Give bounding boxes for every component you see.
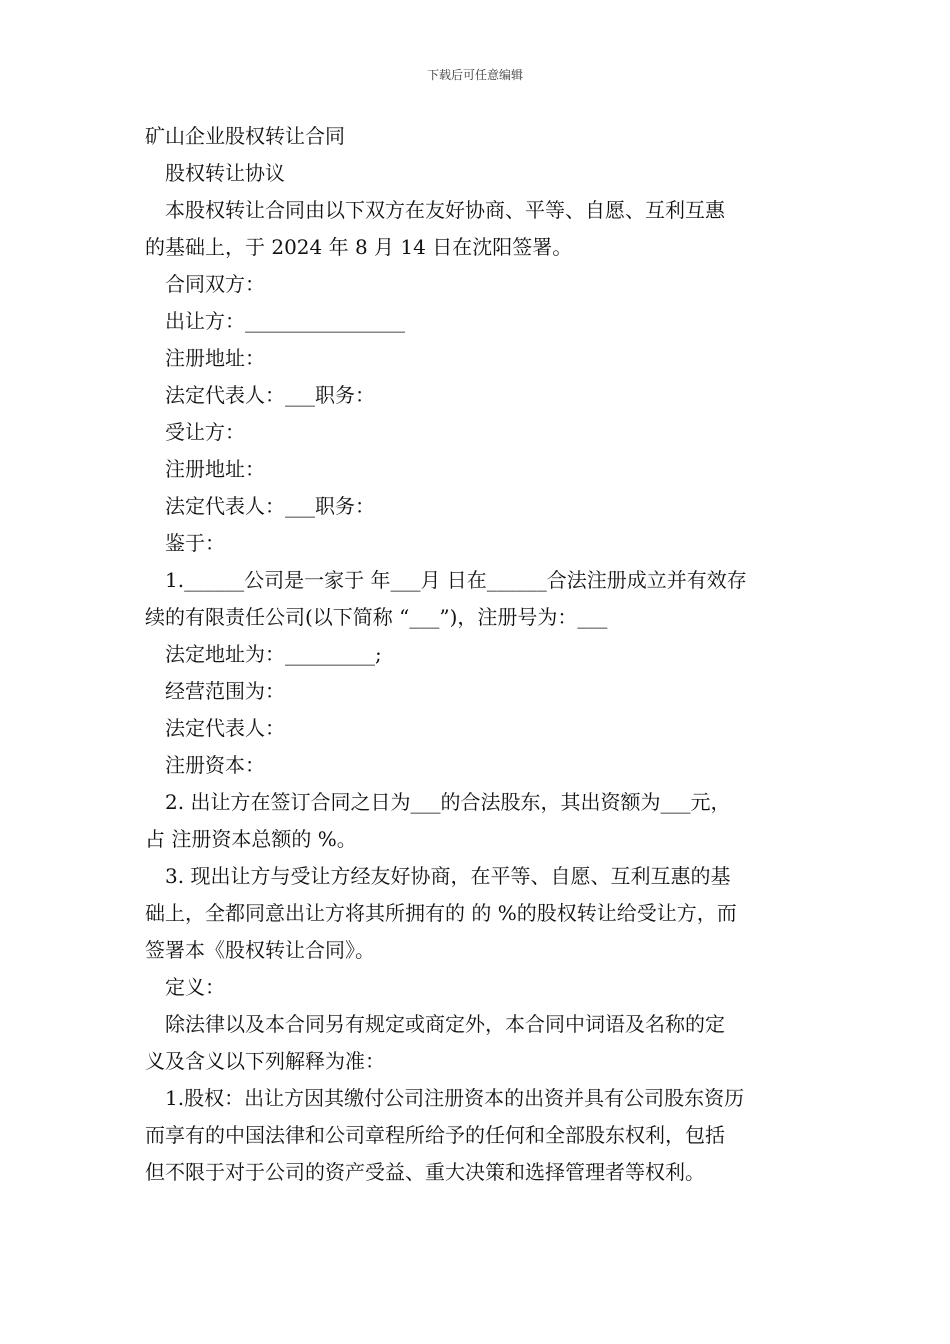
text-line: 3. 现出让方与受让方经友好协商，在平等、自愿、互利互惠的基 <box>165 864 731 888</box>
page-header: 下载后可任意编辑 <box>426 68 523 82</box>
text-line: 鉴于： <box>165 531 225 555</box>
text-line: 除法律以及本合同另有规定或商定外，本合同中词语及名称的定 <box>165 1012 725 1036</box>
text-line: 注册地址： <box>165 346 265 370</box>
text-line: 续的有限责任公司(以下简称 “___”)，注册号为：___ <box>145 605 608 629</box>
text-line: 法定代表人：___职务： <box>165 383 375 407</box>
text-line: 注册资本： <box>165 753 265 777</box>
text-line: 签署本《股权转让合同》。 <box>145 938 375 962</box>
text-line: 础上，全都同意出让方将其所拥有的 的 %的股权转让给受让方，而 <box>145 901 737 925</box>
text-line: 本股权转让合同由以下双方在友好协商、平等、自愿、互利互惠 <box>165 198 725 222</box>
text-line: 而享有的中国法律和公司章程所给予的任何和全部股东权利，包括 <box>145 1123 725 1147</box>
text-line: 1.股权：出让方因其缴付公司注册资本的出资并具有公司股东资历 <box>165 1086 745 1110</box>
text-line: 合同双方： <box>165 272 265 296</box>
text-line: 注册地址： <box>165 457 265 481</box>
text-line: 1.______公司是一家于 年___月 日在______合法注册成立并有效存 <box>165 568 747 592</box>
text-line: 义及含义以下列解释为准： <box>145 1049 385 1073</box>
text-line: 经营范围为： <box>165 679 285 703</box>
text-line: 2. 出让方在签订合同之日为___的合法股东，其出资额为___元， <box>165 790 731 814</box>
text-line: 占 注册资本总额的 %。 <box>145 827 357 851</box>
text-line: 出让方：________________ <box>165 309 405 333</box>
text-line: 法定代表人：___职务： <box>165 494 375 518</box>
text-line: 法定代表人： <box>165 716 285 740</box>
text-line: 股权转让协议 <box>165 161 285 185</box>
text-line: 定义： <box>165 975 225 999</box>
text-line: 但不限于对于公司的资产受益、重大决策和选择管理者等权利。 <box>145 1160 705 1184</box>
text-line: 矿山企业股权转让合同 <box>145 124 345 148</box>
document-body <box>145 118 810 1191</box>
text-line: 的基础上，于 2024 年 8 月 14 日在沈阳签署。 <box>145 235 573 259</box>
text-line: 法定地址为：_________; <box>165 642 382 666</box>
text-line: 受让方： <box>165 420 245 444</box>
